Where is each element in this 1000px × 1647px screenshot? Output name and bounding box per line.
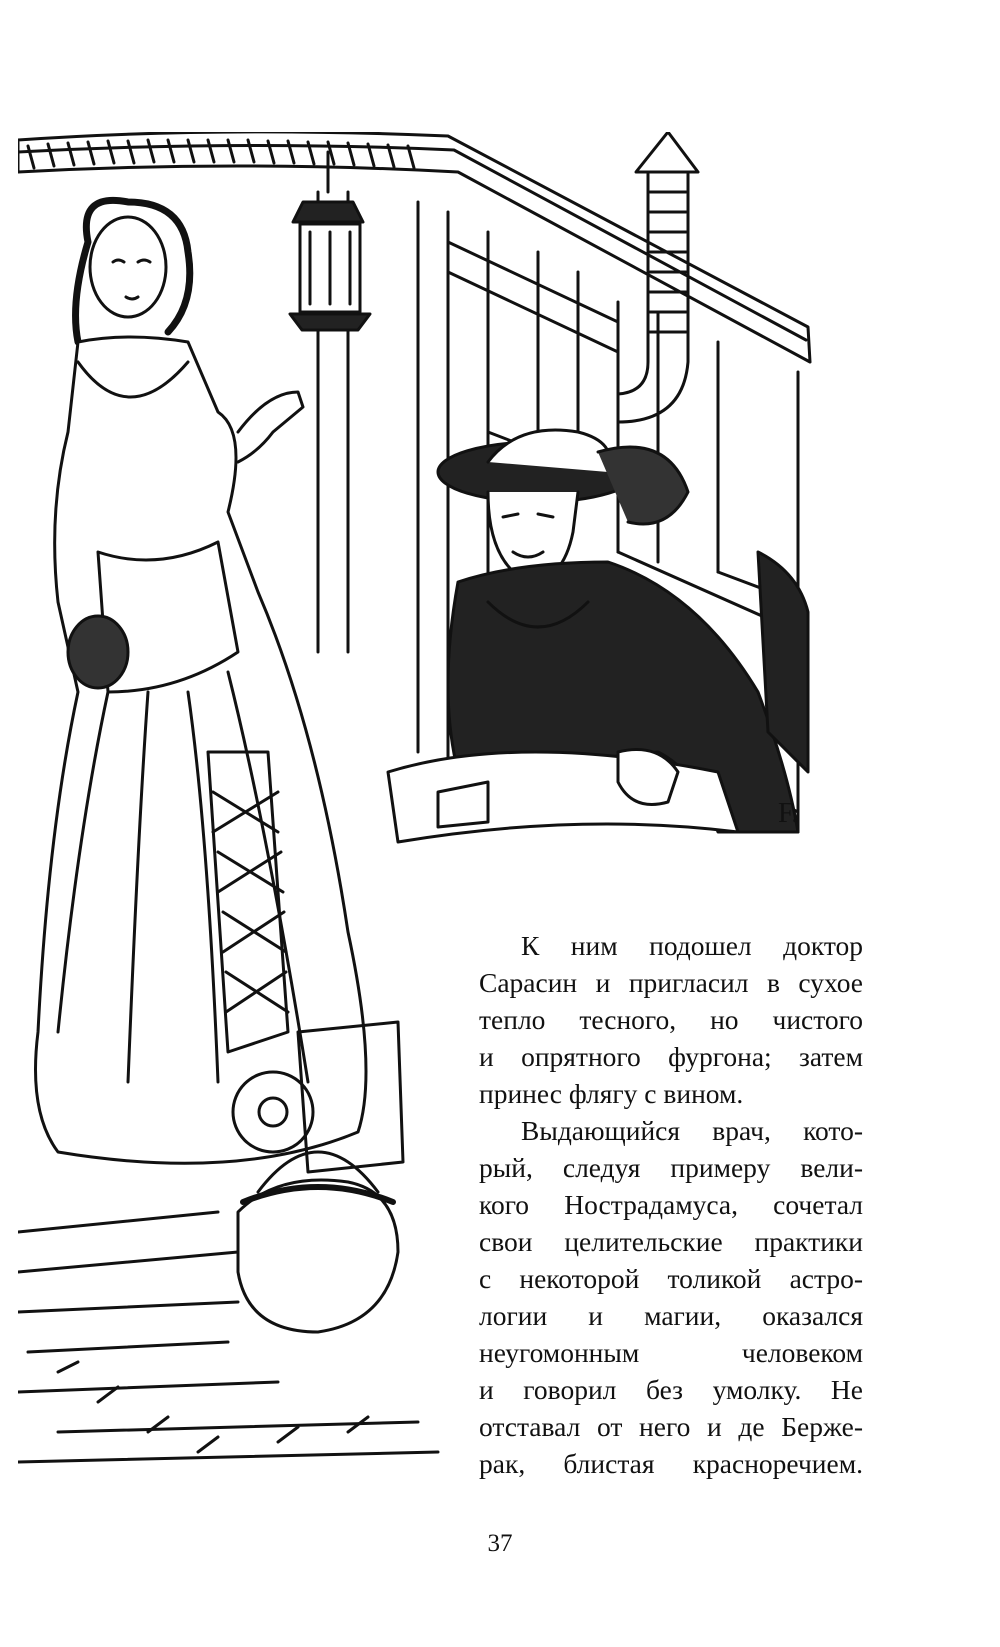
body-text xyxy=(479,927,863,1482)
text-line: и говорил без умолку. Не xyxy=(479,1374,863,1405)
paragraph-1 xyxy=(479,927,863,1112)
paragraph-2 xyxy=(479,1112,863,1482)
text-line: Сарасин и пригласил в сухое xyxy=(479,967,863,998)
text-line: Выдающийся врач, кото- xyxy=(521,1115,863,1146)
text-line: кого Нострадамуса, сочетал xyxy=(479,1189,863,1220)
text-line: рый, следуя примеру вели- xyxy=(479,1152,863,1183)
text-line: логии и магии, оказался xyxy=(479,1300,863,1331)
text-line: К ним подошел доктор xyxy=(521,930,863,961)
text-line: и опрятного фургона; затем xyxy=(479,1041,863,1072)
text-line: неугомонным человеком xyxy=(479,1337,863,1368)
page-number: 37 xyxy=(487,1530,513,1557)
text-line: свои целительские практики xyxy=(479,1226,863,1257)
text-line: тепло тесного, но чистого xyxy=(479,1004,863,1035)
text-line: отставал от него и де Берже- xyxy=(479,1411,863,1442)
text-line: принес флягу с вином. xyxy=(479,1078,744,1109)
text-line: с некоторой толикой астро- xyxy=(479,1263,863,1294)
illustrator-signature: F. xyxy=(778,798,799,829)
text-line: рак, блистая красноречием. xyxy=(479,1448,863,1479)
